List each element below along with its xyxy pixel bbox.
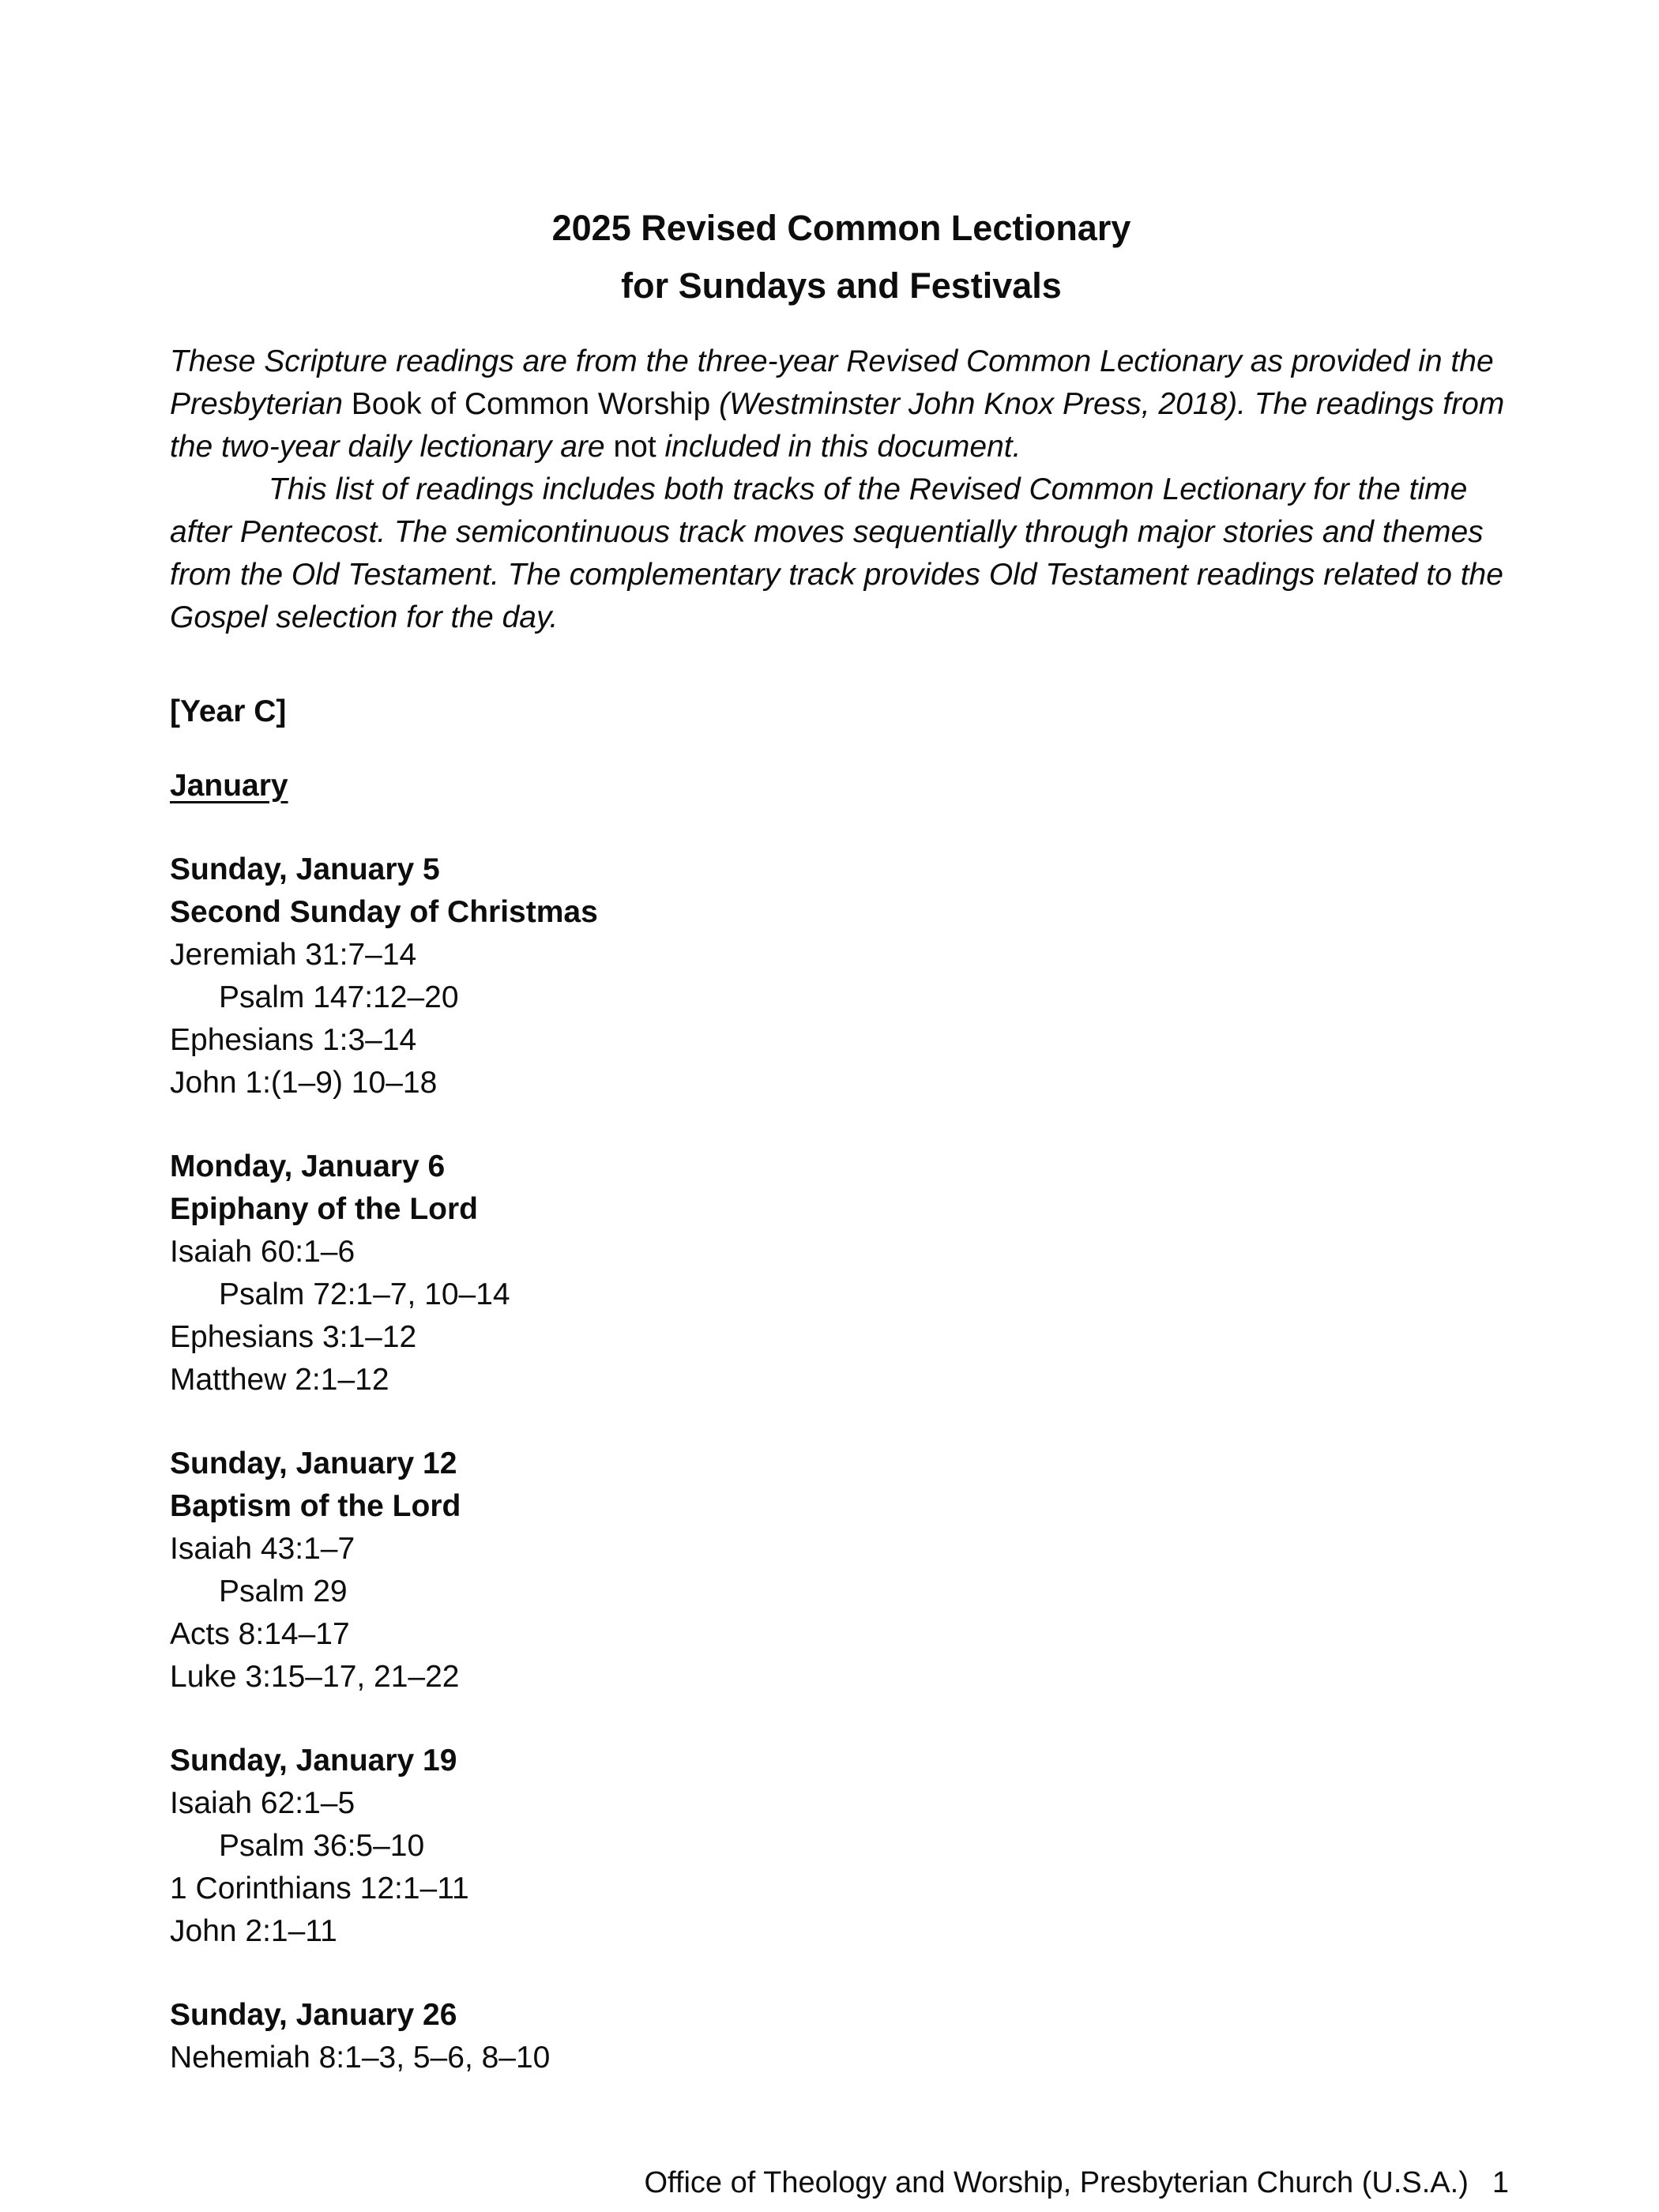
reading-line: Psalm 36:5–10	[219, 1829, 425, 1863]
reading-line: Psalm 72:1–7, 10–14	[219, 1277, 510, 1311]
intro-upright-segment-2: not	[613, 430, 656, 464]
intro-section	[170, 340, 1513, 639]
reading-line: John 2:1–11	[170, 1914, 337, 1948]
entry-feast: Second Sunday of Christmas	[170, 895, 598, 929]
year-heading: [Year C]	[170, 694, 287, 728]
reading-line: Isaiah 60:1–6	[170, 1235, 356, 1269]
lectionary-entry	[170, 1740, 1513, 1953]
lectionary-entry	[170, 1994, 1513, 2079]
entry-date: Sunday, January 5	[170, 852, 440, 886]
title-line-2: for Sundays and Festivals	[621, 265, 1062, 306]
entry-feast: Epiphany of the Lord	[170, 1192, 478, 1226]
reading-line: Matthew 2:1–12	[170, 1363, 389, 1397]
intro-paragraph-2: This list of readings includes both tracks of the Revised Common Lectionary for the time after Pentecost. The semicontinuous track moves sequentially through major stories and themes from the Old Testament. The complementary track provides Old Testament readings related to the Gospel selection for the day.	[170, 472, 1503, 634]
reading-line: Ephesians 1:3–14	[170, 1023, 417, 1057]
page-footer	[170, 2161, 1509, 2204]
entry-feast: Baptism of the Lord	[170, 1489, 461, 1523]
lectionary-entry	[170, 848, 1513, 1104]
reading-line: Ephesians 3:1–12	[170, 1320, 417, 1354]
month-heading: January	[170, 769, 288, 803]
reading-line: John 1:(1–9) 10–18	[170, 1066, 438, 1100]
title-line-1: 2025 Revised Common Lectionary	[551, 208, 1131, 248]
reading-line: Luke 3:15–17, 21–22	[170, 1660, 460, 1694]
lectionary-entry	[170, 1146, 1513, 1401]
entries-list	[170, 848, 1513, 2079]
footer-text: Office of Theology and Worship, Presbyterian Church (U.S.A.)	[644, 2166, 1469, 2199]
reading-line: Isaiah 43:1–7	[170, 1532, 356, 1566]
entry-date: Sunday, January 12	[170, 1446, 457, 1480]
reading-line: Psalm 147:12–20	[219, 980, 459, 1014]
entry-date: Sunday, January 26	[170, 1998, 457, 2032]
reading-line: Jeremiah 31:7–14	[170, 938, 417, 972]
reading-line: Isaiah 62:1–5	[170, 1786, 356, 1820]
intro-italic-segment-2: (Westminster John Knox Press, 2018). The readings from the two-year daily lectionary are	[170, 387, 1505, 464]
intro-italic-segment-1: These Scripture readings are from the three-year Revised Common Lectionary as provided in the Presbyterian	[170, 344, 1494, 421]
reading-line: 1 Corinthians 12:1–11	[170, 1872, 469, 1905]
page-number: 1	[1492, 2166, 1509, 2199]
entry-date: Monday, January 6	[170, 1149, 446, 1183]
reading-line: Psalm 29	[219, 1574, 348, 1608]
reading-line: Nehemiah 8:1–3, 5–6, 8–10	[170, 2041, 551, 2075]
intro-paragraph-1	[170, 340, 1513, 468]
intro-upright-segment-1: Book of Common Worship	[351, 387, 720, 421]
entry-date: Sunday, January 19	[170, 1744, 457, 1778]
reading-line: Acts 8:14–17	[170, 1617, 350, 1651]
lectionary-entry	[170, 1443, 1513, 1698]
intro-italic-segment-3: included in this document.	[656, 430, 1021, 464]
document-title	[170, 199, 1513, 314]
